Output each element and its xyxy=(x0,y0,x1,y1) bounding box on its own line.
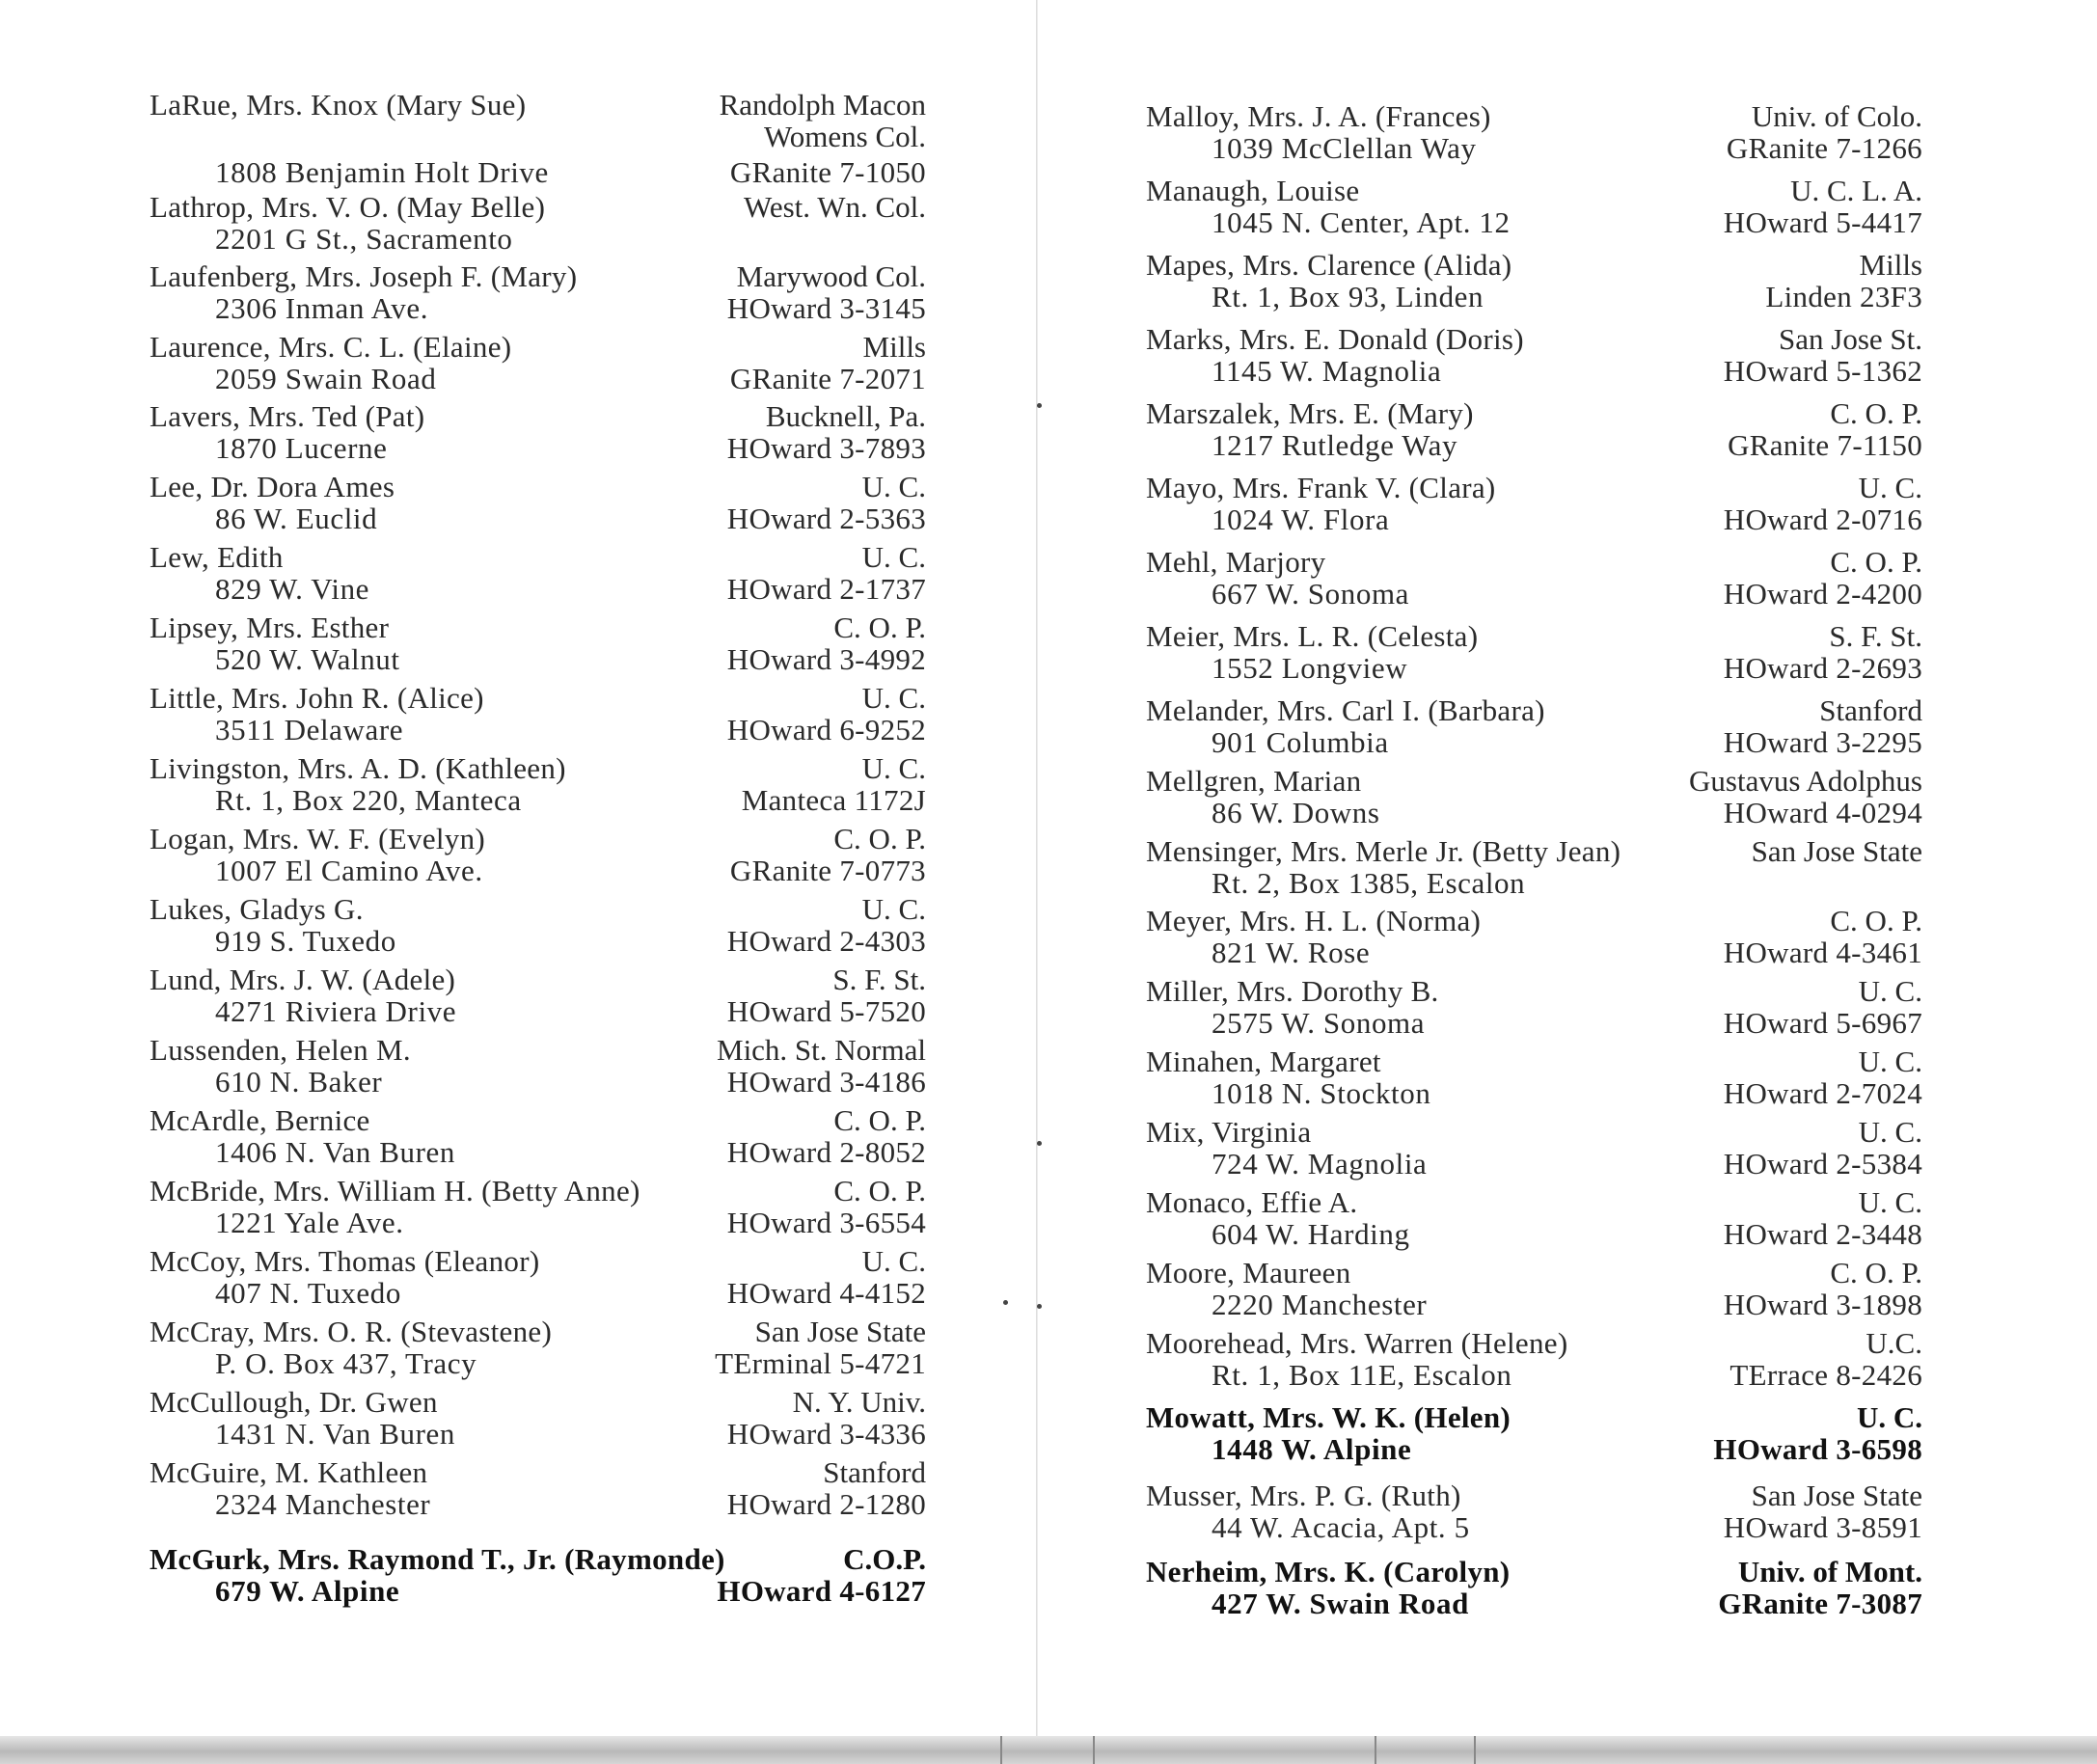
directory-entry xyxy=(150,823,926,892)
entry-school: Stanford xyxy=(823,1455,926,1489)
directory-entry xyxy=(1146,765,1922,834)
entry-phone: HOward 2-3448 xyxy=(1723,1217,1922,1251)
scan-speck xyxy=(1037,1304,1042,1309)
entry-address: 2059 Swain Road xyxy=(215,362,437,395)
directory-entry xyxy=(1146,249,1922,318)
entry-name: McGurk, Mrs. Raymond T., Jr. (Raymonde) xyxy=(150,1542,725,1576)
entry-name: Moorehead, Mrs. Warren (Helene) xyxy=(1146,1326,1568,1360)
entry-address: 1448 W. Alpine xyxy=(1212,1432,1412,1466)
entry-address: 1431 N. Van Buren xyxy=(215,1417,455,1451)
entry-phone: Linden 23F3 xyxy=(1765,280,1922,313)
entry-school: C. O. P. xyxy=(833,1103,926,1137)
entry-school: U. C. xyxy=(861,751,926,785)
directory-entry xyxy=(150,88,926,189)
entry-phone: HOward 3-6598 xyxy=(1713,1432,1922,1466)
entry-name: Malloy, Mrs. J. A. (Frances) xyxy=(1146,99,1491,133)
entry-school: San Jose State xyxy=(754,1315,926,1348)
entry-school: U. C. xyxy=(861,470,926,503)
entry-address: 829 W. Vine xyxy=(215,572,370,606)
entry-school: C.O.P. xyxy=(843,1542,926,1576)
entry-phone: HOward 3-1898 xyxy=(1723,1288,1922,1321)
directory-entry xyxy=(1146,975,1922,1045)
entry-school: U. C. xyxy=(861,540,926,574)
entry-phone: HOward 5-4417 xyxy=(1723,205,1922,239)
entry-school: West. Wn. Col. xyxy=(744,190,926,224)
entry-address: 86 W. Downs xyxy=(1212,796,1380,829)
directory-entry xyxy=(150,893,926,963)
entry-name: Lussenden, Helen M. xyxy=(150,1033,411,1067)
scan-speck xyxy=(1037,403,1042,408)
entry-phone: HOward 3-2295 xyxy=(1723,725,1922,759)
entry-phone: HOward 2-5384 xyxy=(1723,1147,1922,1181)
entry-school: S. F. St. xyxy=(832,963,926,996)
directory-entry xyxy=(1146,472,1922,541)
entry-name: McCoy, Mrs. Thomas (Eleanor) xyxy=(150,1244,540,1278)
entry-phone: HOward 2-8052 xyxy=(726,1135,926,1169)
entry-school: C. O. P. xyxy=(1830,904,1922,937)
directory-entry xyxy=(1146,1556,1922,1625)
directory-entry xyxy=(1146,694,1922,764)
entry-address: 679 W. Alpine xyxy=(215,1574,400,1608)
entry-school: C. O. P. xyxy=(833,611,926,644)
directory-entry xyxy=(1146,1401,1922,1471)
entry-school: U. C. xyxy=(1856,1400,1922,1434)
directory-entry xyxy=(1146,1257,1922,1326)
entry-school: C. O. P. xyxy=(1830,396,1922,430)
entry-address: Rt. 1, Box 11E, Escalon xyxy=(1212,1358,1512,1392)
entry-address: 86 W. Euclid xyxy=(215,502,378,535)
entry-name: McArdle, Bernice xyxy=(150,1103,370,1137)
directory-entry xyxy=(150,331,926,400)
entry-address: 44 W. Acacia, Apt. 5 xyxy=(1212,1510,1470,1544)
entry-name: Livingston, Mrs. A. D. (Kathleen) xyxy=(150,751,566,785)
entry-address: 919 S. Tuxedo xyxy=(215,924,396,958)
entry-name: Musser, Mrs. P. G. (Ruth) xyxy=(1146,1479,1461,1512)
entry-address: 604 W. Harding xyxy=(1212,1217,1410,1251)
entry-name: Little, Mrs. John R. (Alice) xyxy=(150,681,484,715)
entry-school: U. C. xyxy=(1858,1115,1922,1149)
entry-address: 901 Columbia xyxy=(1212,725,1389,759)
directory-entry xyxy=(150,471,926,540)
entry-school: San Jose State xyxy=(1751,1479,1922,1512)
entry-address: Rt. 1, Box 93, Linden xyxy=(1212,280,1484,313)
entry-name: Marszalek, Mrs. E. (Mary) xyxy=(1146,396,1474,430)
entry-phone: HOward 3-3145 xyxy=(726,291,926,325)
entry-name: McGuire, M. Kathleen xyxy=(150,1455,428,1489)
entry-name: Lipsey, Mrs. Esther xyxy=(150,611,390,644)
entry-name: Laufenberg, Mrs. Joseph F. (Mary) xyxy=(150,259,578,293)
entry-phone: HOward 3-8591 xyxy=(1723,1510,1922,1544)
directory-entry xyxy=(150,1316,926,1385)
entry-address: 2575 W. Sonoma xyxy=(1212,1006,1426,1040)
directory-entry xyxy=(1146,1327,1922,1397)
entry-address: 4271 Riviera Drive xyxy=(215,994,457,1028)
entry-school: Marywood Col. xyxy=(736,259,926,293)
entry-school: Univ. of Mont. xyxy=(1737,1555,1922,1588)
entry-phone: HOward 6-9252 xyxy=(726,713,926,746)
entry-school-line2: Womens Col. xyxy=(763,120,926,153)
entry-school: U. C. xyxy=(861,892,926,926)
directory-entry xyxy=(1146,546,1922,615)
entry-name: Lavers, Mrs. Ted (Pat) xyxy=(150,399,425,433)
entry-address: 610 N. Baker xyxy=(215,1065,383,1099)
entry-address: 1217 Rutledge Way xyxy=(1212,428,1458,462)
entry-name: Lathrop, Mrs. V. O. (May Belle) xyxy=(150,190,546,224)
entry-phone: HOward 2-2693 xyxy=(1723,651,1922,685)
entry-name: Meyer, Mrs. H. L. (Norma) xyxy=(1146,904,1482,937)
entry-address: 1552 Longview xyxy=(1212,651,1408,685)
entry-school: U. C. xyxy=(1858,974,1922,1008)
entry-phone: HOward 4-3461 xyxy=(1723,936,1922,969)
entry-phone: HOward 5-1362 xyxy=(1723,354,1922,388)
entry-school: Gustavus Adolphus xyxy=(1689,764,1922,798)
entry-phone: HOward 2-4200 xyxy=(1723,577,1922,611)
entry-address: 1808 Benjamin Holt Drive xyxy=(215,155,549,189)
entry-name: Mensinger, Mrs. Merle Jr. (Betty Jean) xyxy=(1146,834,1621,868)
entry-school: Univ. of Colo. xyxy=(1751,99,1922,133)
entry-name: Mowatt, Mrs. W. K. (Helen) xyxy=(1146,1400,1511,1434)
entry-name: LaRue, Mrs. Knox (Mary Sue) xyxy=(150,88,527,122)
directory-entry xyxy=(150,752,926,822)
entry-school: Randolph Macon xyxy=(719,88,926,122)
entry-phone: GRanite 7-1050 xyxy=(729,155,926,189)
entry-address: 1045 N. Center, Apt. 12 xyxy=(1212,205,1511,239)
entry-phone: HOward 3-4336 xyxy=(726,1417,926,1451)
entry-school: U. C. xyxy=(861,1244,926,1278)
entry-name: Lew, Edith xyxy=(150,540,284,574)
entry-name: Mellgren, Marian xyxy=(1146,764,1362,798)
entry-phone: HOward 4-0294 xyxy=(1723,796,1922,829)
entry-school: U.C. xyxy=(1866,1326,1922,1360)
entry-address: 2201 G St., Sacramento xyxy=(215,222,513,256)
directory-entry xyxy=(1146,1116,1922,1185)
entry-address: 667 W. Sonoma xyxy=(1212,577,1410,611)
entry-school: Mills xyxy=(1859,248,1922,282)
entry-school: U. C. L. A. xyxy=(1790,174,1922,207)
entry-phone: TErminal 5-4721 xyxy=(715,1346,926,1380)
entry-address: 2220 Manchester xyxy=(1212,1288,1428,1321)
directory-entry xyxy=(150,963,926,1033)
page-bottom-edge xyxy=(0,1736,2097,1764)
entry-name: Marks, Mrs. E. Donald (Doris) xyxy=(1146,322,1524,356)
directory-entry xyxy=(1146,835,1922,905)
entry-address: 1406 N. Van Buren xyxy=(215,1135,455,1169)
entry-address: 1145 W. Magnolia xyxy=(1212,354,1442,388)
directory-entry xyxy=(1146,1479,1922,1549)
entry-phone: HOward 3-4992 xyxy=(726,642,926,676)
directory-entry xyxy=(150,1386,926,1455)
entry-address: 1870 Lucerne xyxy=(215,431,388,465)
directory-entry xyxy=(150,191,926,260)
entry-name: Moore, Maureen xyxy=(1146,1256,1351,1289)
entry-school: S. F. St. xyxy=(1829,619,1922,653)
directory-entry xyxy=(1146,323,1922,393)
entry-phone: HOward 4-4152 xyxy=(726,1276,926,1310)
entry-name: Manaugh, Louise xyxy=(1146,174,1360,207)
entry-phone: GRanite 7-3087 xyxy=(1718,1587,1922,1620)
entry-phone: Manteca 1172J xyxy=(741,783,926,817)
entry-address: 407 N. Tuxedo xyxy=(215,1276,401,1310)
entry-name: McCray, Mrs. O. R. (Stevastene) xyxy=(150,1315,553,1348)
directory-entry xyxy=(1146,1045,1922,1115)
directory-entry xyxy=(150,1543,926,1613)
entry-school: C. O. P. xyxy=(833,1174,926,1208)
entry-school: Bucknell, Pa. xyxy=(765,399,926,433)
entry-phone: HOward 5-6967 xyxy=(1723,1006,1922,1040)
directory-entry xyxy=(150,1034,926,1103)
entry-phone: HOward 2-1280 xyxy=(726,1487,926,1521)
entry-phone: HOward 2-7024 xyxy=(1723,1076,1922,1110)
entry-school: N. Y. Univ. xyxy=(792,1385,926,1419)
entry-phone: HOward 2-0716 xyxy=(1723,502,1922,536)
entry-name: Nerheim, Mrs. K. (Carolyn) xyxy=(1146,1555,1511,1588)
entry-phone: HOward 2-4303 xyxy=(726,924,926,958)
entry-address: Rt. 1, Box 220, Manteca xyxy=(215,783,522,817)
entry-phone: HOward 3-4186 xyxy=(726,1065,926,1099)
entry-name: Minahen, Margaret xyxy=(1146,1045,1381,1078)
entry-school: C. O. P. xyxy=(833,822,926,855)
entry-name: Mayo, Mrs. Frank V. (Clara) xyxy=(1146,471,1496,504)
directory-entry xyxy=(150,1104,926,1174)
entry-address: 427 W. Swain Road xyxy=(1212,1587,1469,1620)
entry-address: 1221 Yale Ave. xyxy=(215,1206,404,1239)
directory-entry xyxy=(150,1456,926,1526)
entry-school: San Jose State xyxy=(1751,834,1922,868)
directory-entry xyxy=(150,1175,926,1244)
directory-entry xyxy=(150,260,926,330)
entry-name: Monaco, Effie A. xyxy=(1146,1185,1358,1219)
entry-address: 1024 W. Flora xyxy=(1212,502,1390,536)
scan-speck xyxy=(1003,1300,1008,1305)
entry-phone: HOward 3-7893 xyxy=(726,431,926,465)
entry-phone: HOward 2-1737 xyxy=(726,572,926,606)
entry-name: Melander, Mrs. Carl I. (Barbara) xyxy=(1146,693,1545,727)
entry-name: Mapes, Mrs. Clarence (Alida) xyxy=(1146,248,1512,282)
entry-school: Mills xyxy=(862,330,926,364)
entry-phone: GRanite 7-2071 xyxy=(729,362,926,395)
scan-speck xyxy=(1037,1141,1042,1146)
directory-entry xyxy=(1146,905,1922,974)
entry-address: 520 W. Walnut xyxy=(215,642,400,676)
entry-name: Meier, Mrs. L. R. (Celesta) xyxy=(1146,619,1479,653)
entry-phone: TErrace 8-2426 xyxy=(1729,1358,1922,1392)
entry-address: 3511 Delaware xyxy=(215,713,404,746)
entry-name: Miller, Mrs. Dorothy B. xyxy=(1146,974,1439,1008)
entry-address: 821 W. Rose xyxy=(1212,936,1371,969)
entry-name: Laurence, Mrs. C. L. (Elaine) xyxy=(150,330,512,364)
entry-phone: HOward 4-6127 xyxy=(717,1574,926,1608)
directory-entry xyxy=(150,682,926,751)
entry-name: Mix, Virginia xyxy=(1146,1115,1312,1149)
entry-school: C. O. P. xyxy=(1830,1256,1922,1289)
page-gutter xyxy=(1036,0,1038,1736)
entry-phone: GRanite 7-1150 xyxy=(1728,428,1922,462)
entry-phone: HOward 2-5363 xyxy=(726,502,926,535)
entry-school: Stanford xyxy=(1819,693,1922,727)
entry-school: San Jose St. xyxy=(1779,322,1922,356)
entry-address: 1039 McClellan Way xyxy=(1212,131,1477,165)
directory-entry xyxy=(1146,175,1922,244)
directory-entry xyxy=(1146,100,1922,170)
entry-address: 1018 N. Stockton xyxy=(1212,1076,1431,1110)
entry-school: Mich. St. Normal xyxy=(717,1033,926,1067)
entry-address: 1007 El Camino Ave. xyxy=(215,854,483,887)
entry-name: Lee, Dr. Dora Ames xyxy=(150,470,395,503)
entry-school: U. C. xyxy=(1858,1185,1922,1219)
directory-entry xyxy=(150,541,926,611)
entry-address: Rt. 2, Box 1385, Escalon xyxy=(1212,866,1526,900)
entry-school: U. C. xyxy=(1858,471,1922,504)
entry-name: Mehl, Marjory xyxy=(1146,545,1326,579)
entry-name: Lukes, Gladys G. xyxy=(150,892,364,926)
directory-entry xyxy=(1146,620,1922,690)
directory-entry xyxy=(1146,397,1922,467)
entry-phone: HOward 3-6554 xyxy=(726,1206,926,1239)
entry-name: McBride, Mrs. William H. (Betty Anne) xyxy=(150,1174,640,1208)
directory-entry xyxy=(1146,1186,1922,1256)
entry-address: P. O. Box 437, Tracy xyxy=(215,1346,477,1380)
directory-entry xyxy=(150,611,926,681)
entry-phone: HOward 5-7520 xyxy=(726,994,926,1028)
entry-address: 2324 Manchester xyxy=(215,1487,431,1521)
entry-address: 2306 Inman Ave. xyxy=(215,291,429,325)
entry-name: McCullough, Dr. Gwen xyxy=(150,1385,438,1419)
entry-name: Lund, Mrs. J. W. (Adele) xyxy=(150,963,456,996)
entry-school: U. C. xyxy=(1858,1045,1922,1078)
directory-entry xyxy=(150,400,926,470)
entry-school: C. O. P. xyxy=(1830,545,1922,579)
entry-phone: GRanite 7-1266 xyxy=(1726,131,1922,165)
entry-address: 724 W. Magnolia xyxy=(1212,1147,1428,1181)
entry-phone: GRanite 7-0773 xyxy=(729,854,926,887)
directory-entry xyxy=(150,1245,926,1315)
entry-name: Logan, Mrs. W. F. (Evelyn) xyxy=(150,822,486,855)
entry-school: U. C. xyxy=(861,681,926,715)
